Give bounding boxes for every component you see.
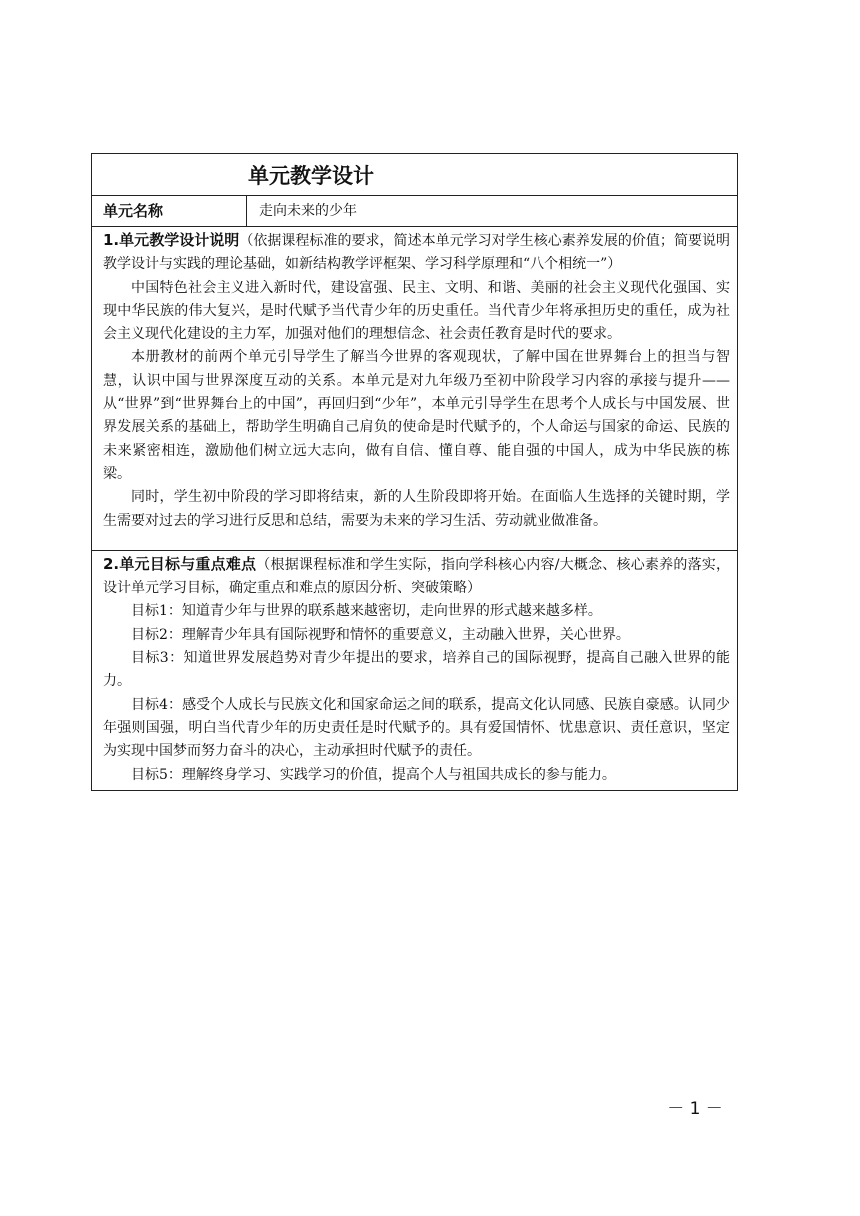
- section-1-spacer: [103, 533, 730, 547]
- section-2-heading: 2.单元目标与重点难点: [103, 554, 257, 573]
- section-1-header: [103, 229, 730, 277]
- section-1-paragraph: 中国特色社会主义进入新时代，建设富强、民主、文明、和谐、美丽的社会主义现代化强国、实现中华民族的伟大复兴，是时代赋予当代青少年的历史重任。当代青少年将承担历史的重任，成为社会主义现代化建设的主力军，加强对他们的理想信念、社会责任教育是时代的要求。: [103, 279, 730, 343]
- section-2-instruction: （根据课程标准和学生实际，指向学科核心内容/大概念、核心素养的落实，设计单元学习目标，确定重点和难点的原因分析、突破策略）: [103, 556, 730, 597]
- unit-name-value-cell: [247, 196, 738, 227]
- goal-item: 目标2：理解青少年具有国际视野和情怀的重要意义，主动融入世界，关心世界。: [131, 626, 630, 643]
- unit-name-label: 单元名称: [103, 202, 164, 220]
- goal-item: 目标1：知道青少年与世界的联系越来越密切，走向世界的形式越来越多样。: [131, 603, 602, 620]
- goal-item: 目标4：感受个人成长与民族文化和国家命运之间的联系，提高文化认同感、民族自豪感。认同少年强则国强，明白当代青少年的历史责任是时代赋予的。具有爱国情怀、忧患意识、责任意识，坚定为实现中国梦而努力奋斗的决心，主动承担时代赋予的责任。: [103, 696, 730, 760]
- section-1-paragraph: 同时，学生初中阶段的学习即将结束，新的人生阶段即将开始。在面临人生选择的关键时期，学生需要对过去的学习进行反思和总结，需要为未来的学习生活、劳动就业做准备。: [103, 489, 730, 529]
- unit-name-value: 走向未来的少年: [259, 203, 357, 219]
- title-cell: [92, 154, 738, 196]
- goal-item: 目标3：知道世界发展趋势对青少年提出的要求，培养自己的国际视野，提高自己融入世界的能力。: [103, 650, 730, 690]
- section-1-instruction: （依据课程标准的要求，简述本单元学习对学生核心素养发展的价值；简要说明教学设计与实践的理论基础，如新结构教学评框架、学习科学原理和“八个相统一”）: [103, 233, 731, 273]
- section-2-header: [103, 553, 730, 601]
- document-title: 单元教学设计: [248, 164, 374, 188]
- section-2-cell: [92, 550, 738, 790]
- page-number: － 1 －: [667, 1099, 723, 1119]
- unit-name-label-cell: [92, 196, 247, 227]
- section-1-paragraph: 本册教材的前两个单元引导学生了解当今世界的客观现状，了解中国在世界舞台上的担当与智慧，认识中国与世界深度互动的关系。本单元是对九年级乃至初中阶段学习内容的承接与提升——从“世界”到“世界舞台上的中国”，再回归到“少年”，本单元引导学生在思考个人成长与中国发展、世界发展关系的基础上，帮助学生明确自己肩负的使命是时代赋予的，个人命运与国家的命运、民族的未来紧密相连，激励他们树立远大志向，做有自信、懂自尊、能自强的中国人，成为中华民族的栋梁。: [103, 349, 730, 482]
- section-1-cell: [92, 227, 738, 551]
- unit-design-table: [91, 153, 738, 791]
- goal-item: 目标5：理解终身学习、实践学习的价值，提高个人与祖国共成长的参与能力。: [131, 766, 616, 783]
- section-1-heading: 1.单元教学设计说明: [103, 231, 240, 249]
